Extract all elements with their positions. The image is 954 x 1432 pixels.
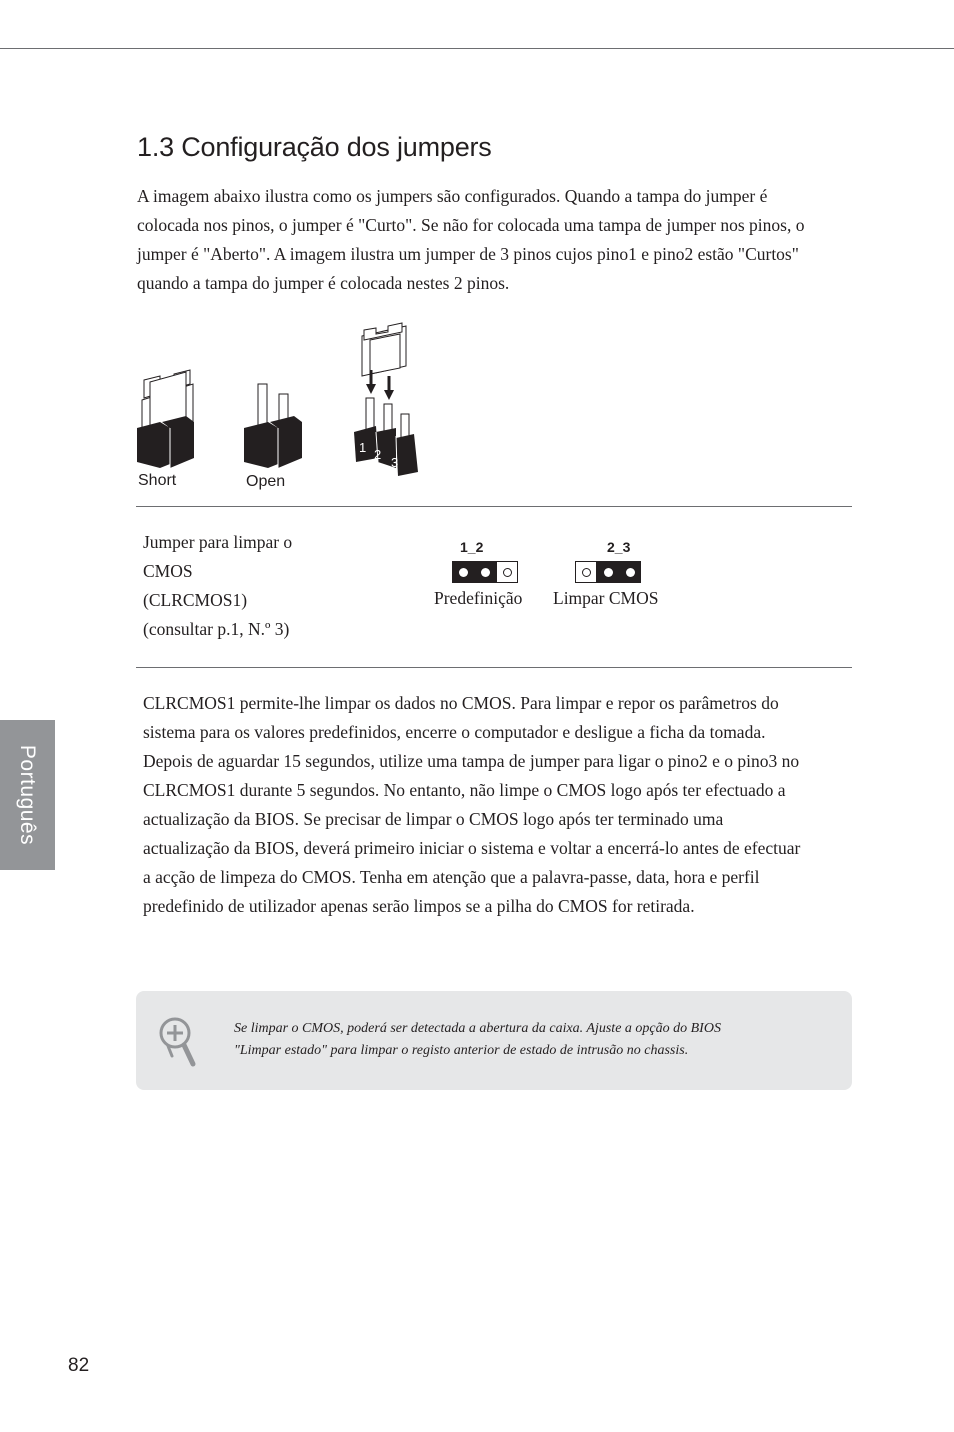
pin-header-default [452,561,518,583]
note-box [136,991,852,1090]
jumper-illustration [130,322,450,500]
pin-1 [575,561,597,583]
open-jumper-figure [244,384,302,468]
open-label: Open [246,473,286,490]
pin-number-3: 3 [391,455,399,470]
three-pin-jumper-figure [354,323,418,476]
jumper-description-line: (CLRCMOS1) [143,590,248,610]
note-line-2: "Limpar estado" para limpar o registo anterior de estado de intrusão no chassis. [234,1043,689,1058]
pin-3 [619,561,641,583]
pin-3 [496,561,518,583]
section-title: 1.3 Configuração dos jumpers [137,132,492,162]
table-top-rule [136,506,852,507]
language-tab-label: Português [16,744,39,846]
jumper-description [143,528,353,644]
jumper-diagram [130,322,450,500]
page-number: 82 [68,1355,90,1376]
setting-clear-cmos-label: Limpar CMOS [553,588,659,608]
jumper-description-line: CMOS [143,561,193,581]
setting-default-label: Predefinição [434,588,523,608]
magnifier-plus-icon [158,1016,198,1068]
pin-number-2: 2 [374,447,382,462]
note-line-1: Se limpar o CMOS, poderá ser detectada a abertura da caixa. Ajuste a opção do BIOS [234,1021,721,1036]
pin-number-1: 1 [359,440,367,455]
pin-2 [474,561,496,583]
note-text [234,1018,834,1062]
header-rule [0,48,954,49]
pins-label-1-2: 1_2 [460,539,484,555]
jumper-description-line: (consultar p.1, N.º 3) [143,619,290,639]
table-bottom-rule [136,667,852,668]
short-jumper-figure [137,370,194,468]
pin-2 [597,561,619,583]
body-paragraph: CLRCMOS1 permite-lhe limpar os dados no CMOS. Para limpar e repor os parâmetros do sistema para os valores predefinidos, encerre o computador e desligue a ficha da tomada. Depois de aguardar 15 segundos, utilize uma tampa de jumper para ligar o pino2 e o pino3 no CLRCMOS1 durante 5 segundos. No entanto, não limpe o CMOS logo após ter efectuado a actualização da BIOS. Se precisar de limpar o CMOS logo após ter terminado uma actualização da BIOS, deverá primeiro iniciar o sistema e voltar a encerrá-lo antes de efectuar a acção de limpeza do CMOS. Tenha em atenção que a palavra-passe, data, hora e perfil predefinido de utilizador apenas serão limpos se a pilha do CMOS for retirada. [143,693,801,916]
language-side-tab [0,720,55,870]
pin-1 [452,561,474,583]
short-label: Short [138,472,177,489]
jumper-description-line: Jumper para limpar o [143,532,293,552]
pin-header-clear-cmos [575,561,641,583]
pins-label-2-3: 2_3 [607,539,631,555]
intro-paragraph: A imagem abaixo ilustra como os jumpers são configurados. Quando a tampa do jumper é colocada nos pinos, o jumper é "Curto". Se não for colocada uma tampa de jumper nos pinos, o jumper é "Aberto". A imagem ilustra um jumper de 3 pinos cujos pino1 e pino2 estão "Curtos" quando a tampa do jumper é colocada nestes 2 pinos. [137,186,805,293]
